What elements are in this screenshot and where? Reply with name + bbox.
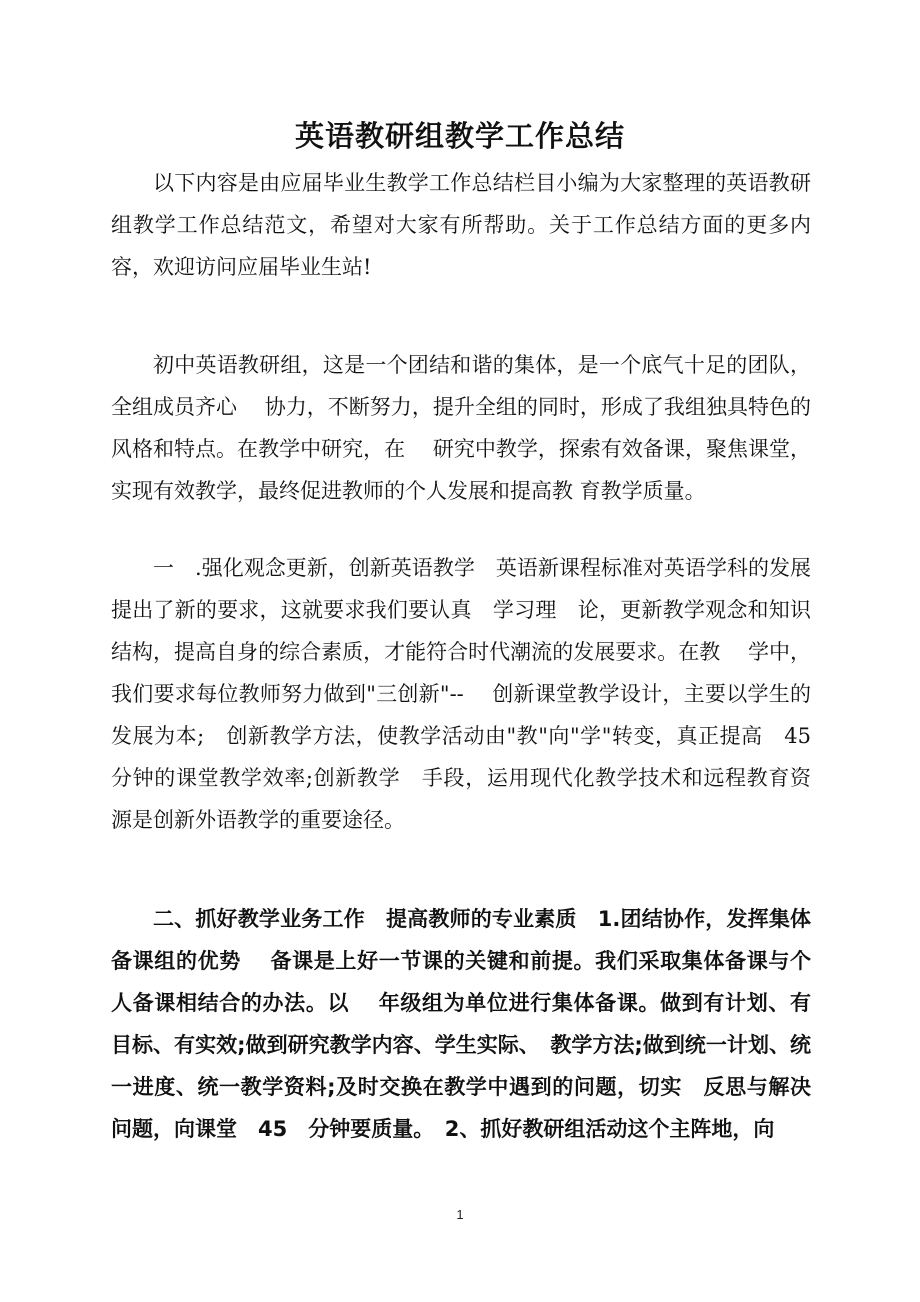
- paragraph-intro: 以下内容是由应届毕业生教学工作总结栏目小编为大家整理的英语教研组教学工作总结范文，希望对大家有所帮助。关于工作总结方面的更多内容，欢迎访问应届毕业生站!: [111, 171, 811, 279]
- paragraph-team: 初中英语教研组，这是一个团结和谐的集体，是一个底气十足的团队，全组成员齐心 协力，不断努力，提升全组的同时，形成了我组独具特色的风格和特点。在教学中研究，在 研究中教学，探索有效备课，聚焦课堂，实现有效教学，最终促进教师的个人发展和提高教 育教学质量。: [111, 353, 811, 503]
- document-title: 英语教研组教学工作总结: [294, 119, 625, 153]
- paragraph-section-one: 一 .强化观念更新，创新英语教学 英语新课程标准对英语学科的发展提出了新的要求，这就要求我们要认真 学习理 论，更新教学观念和知识结构，提高自身的综合素质，才能符合时代潮流的发展要求。在教 学中，我们要求每位教师努力做到"三创新"-- 创新课堂教学设计，主要以学生的发展为本; 创新教学方法，使教学活动由"教"向"学"转变，真正提高 45 分钟的课堂教学效率;创新教学 手段，运用现代化教学技术和远程教育资源是创新外语教学的重要途径。: [111, 556, 832, 832]
- page-number: 1: [456, 1207, 464, 1222]
- paragraph-section-two: 二、抓好教学业务工作 提高教师的专业素质 1.团结协作，发挥集体备课组的优势 备课是上好一节课的关键和前提。我们采取集体备课与个人备课相结合的办法。以 年级组为单位进行集体备课。做到有计划、有目标、有实效;做到研究教学内容、学生实际、 教学方法;做到统一计划、统一进度、统一教学资料;及时交换在教学中遇到的问题，切实 反思与解决问题，向课堂 45 分钟要质量。 2、抓好教研组活动这个主阵地，向: [111, 907, 811, 1141]
